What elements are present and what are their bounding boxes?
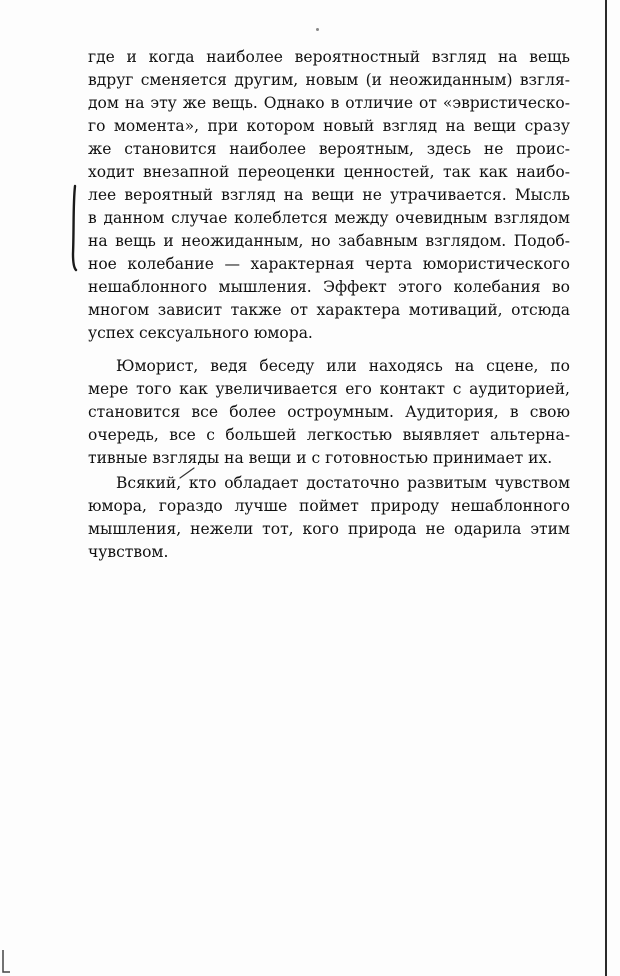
text-line: тивные взгляды на вещи и с готовностью принимает их. bbox=[88, 449, 553, 467]
pencil-scratch-mark bbox=[178, 466, 196, 480]
body-text bbox=[88, 46, 570, 564]
text-line: ное колебание — характерная черта юмористического bbox=[88, 255, 570, 273]
text-line: Юморист, ведя беседу или находясь на сцене, по bbox=[116, 357, 570, 375]
text-line: Всякий, кто обладает достаточно развитым чувством bbox=[116, 474, 570, 492]
speck-mark bbox=[316, 28, 319, 31]
text-line: юмора, гораздо лучше поймет природу нешаблонного bbox=[88, 497, 570, 515]
text-line: очередь, все с большей легкостью выявляет альтерна- bbox=[88, 426, 570, 444]
text-line: го момента», при котором новый взгляд на вещи сразу bbox=[88, 117, 570, 135]
text-line: лее вероятный взгляд на вещи не утрачивается. Мысль bbox=[88, 186, 570, 204]
page-edge-shadow bbox=[603, 0, 609, 976]
text-line: в данном случае колеблется между очевидным взглядом bbox=[88, 209, 570, 227]
text-line: на вещь и неожиданным, но забавным взглядом. Подоб- bbox=[88, 232, 570, 250]
text-line: где и когда наиболее вероятностный взгляд на вещь bbox=[88, 48, 570, 66]
text-line: мышления, нежели тот, кого природа не одарила этим bbox=[88, 520, 570, 538]
text-line: вдруг сменяется другим, новым (и неожиданным) взгля- bbox=[88, 71, 570, 89]
text-line: же становится наиболее вероятным, здесь не проис- bbox=[88, 140, 570, 158]
text-line: дом на эту же вещь. Однако в отличие от «эвристическо- bbox=[88, 94, 570, 112]
text-line: многом зависит также от характера мотиваций, отсюда bbox=[88, 301, 570, 319]
text-line: мере того как увеличивается его контакт с аудиторией, bbox=[88, 380, 570, 398]
corner-bracket-mark bbox=[0, 948, 12, 974]
paragraph-2 bbox=[88, 355, 570, 470]
text-line: становится все более остроумным. Аудитория, в свою bbox=[88, 403, 570, 421]
text-line: ходит внезапной переоценки ценностей, так как наибо- bbox=[88, 163, 570, 181]
paragraph-3 bbox=[88, 472, 570, 564]
text-line: успех сексуального юмора. bbox=[88, 324, 313, 342]
margin-pen-mark bbox=[70, 184, 78, 272]
paragraph-1 bbox=[88, 46, 570, 345]
text-line: чувством. bbox=[88, 543, 169, 561]
text-line: нешаблонного мышления. Эффект этого колебания во bbox=[88, 278, 570, 296]
